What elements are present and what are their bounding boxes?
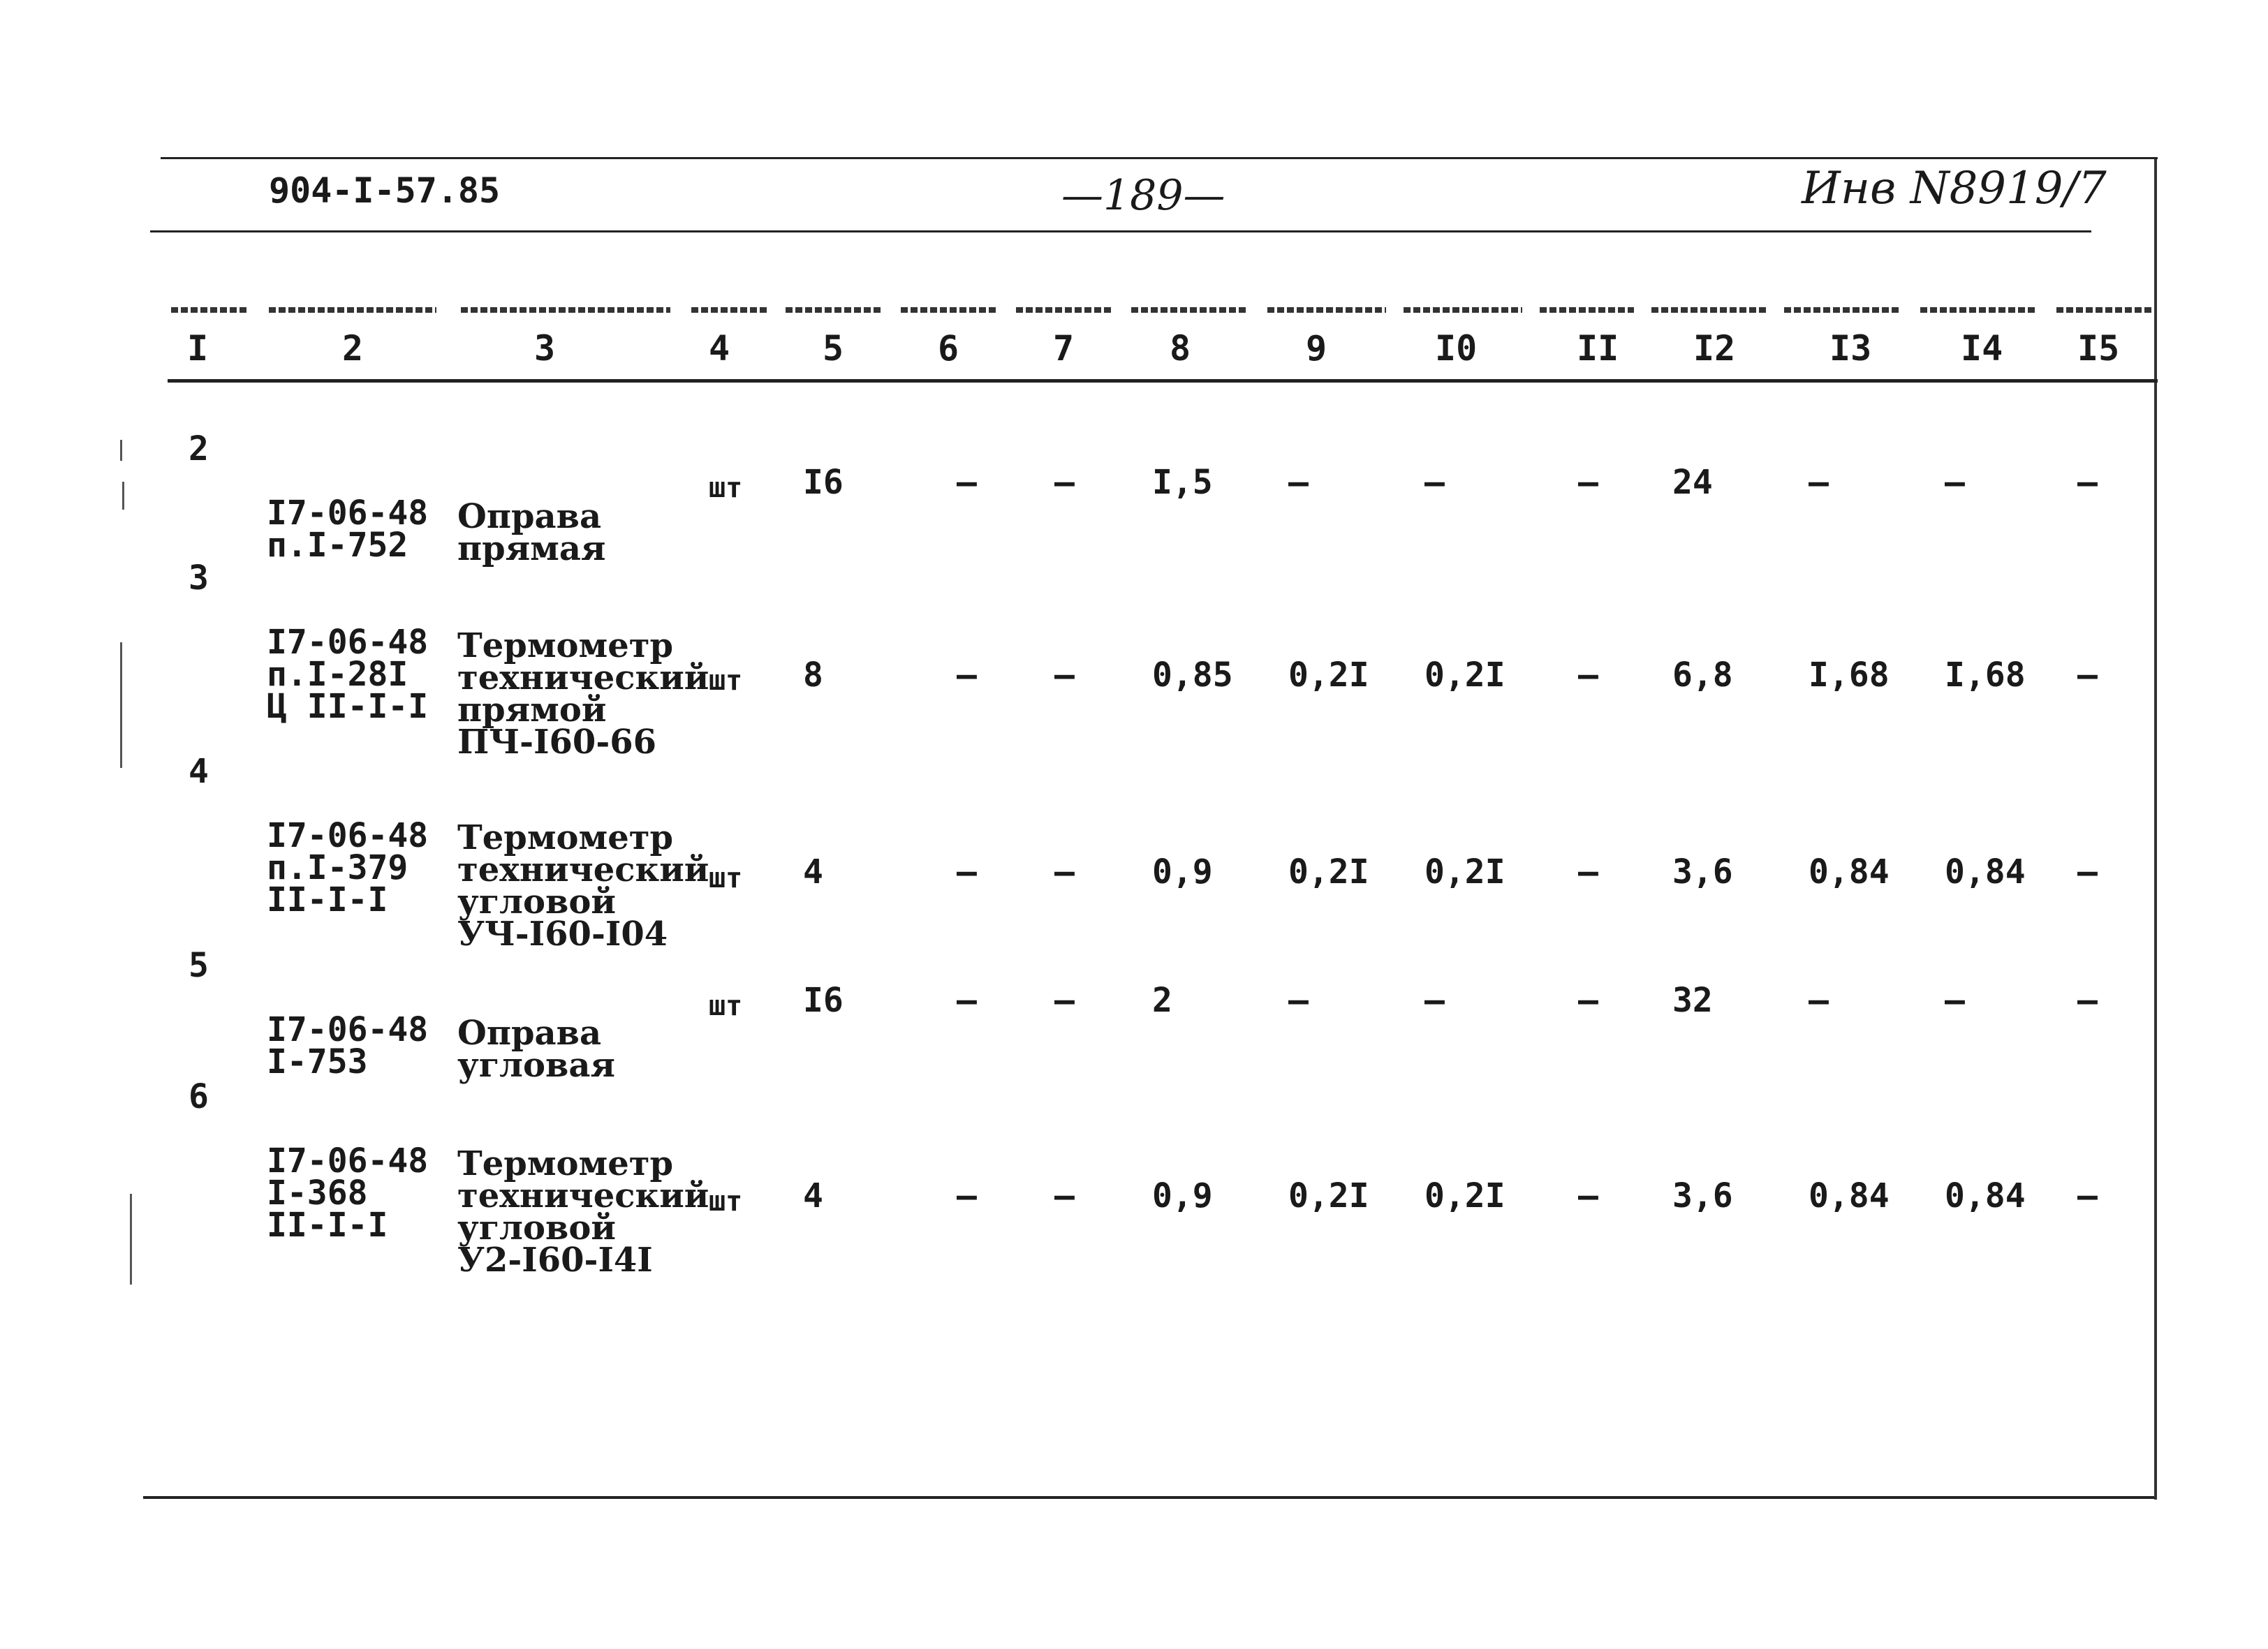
value-col8: 0,9 [1152, 852, 1213, 892]
value-col7: – [1054, 852, 1075, 892]
value-col6: – [957, 852, 977, 892]
value-col9: 0,2I [1288, 1176, 1369, 1215]
value-col5: 4 [803, 852, 823, 892]
column-head-8: 8 [1170, 328, 1191, 369]
row-number: 2 [189, 429, 209, 468]
bottom-border-line [143, 1496, 2154, 1499]
value-col6: – [957, 656, 977, 695]
value-col12: 3,6 [1672, 852, 1733, 892]
margin-mark [120, 642, 122, 768]
column-head-top-rule [171, 307, 2158, 314]
column-head-2: 2 [342, 328, 364, 369]
column-head-12: I2 [1693, 328, 1736, 369]
row-number: 6 [189, 1077, 209, 1116]
value-col5: I6 [803, 463, 844, 502]
name-cell: Оправа прямая [457, 497, 606, 568]
margin-mark [130, 1194, 132, 1285]
column-head-9: 9 [1306, 328, 1327, 369]
value-col11: – [1578, 1176, 1598, 1215]
column-head-7: 7 [1053, 328, 1075, 369]
reference-cell: I7-06-48 I-368 II-I-I [267, 1141, 429, 1245]
value-col15: – [2077, 981, 2098, 1020]
value-col11: – [1578, 852, 1598, 892]
unit-cell: шт [709, 665, 743, 697]
document-code: 904-I-57.85 [269, 170, 501, 211]
value-col7: – [1054, 1176, 1075, 1215]
value-col13: – [1809, 981, 1829, 1020]
value-col5: I6 [803, 981, 844, 1020]
name-cell: Оправа угловая [457, 1014, 615, 1085]
right-border-line [2154, 159, 2157, 1500]
column-head-1: I [187, 328, 209, 369]
value-col9: – [1288, 981, 1309, 1020]
reference-cell: I7-06-48 п.I-379 II-I-I [267, 816, 429, 919]
value-col9: 0,2I [1288, 852, 1369, 892]
row-number: 5 [189, 946, 209, 985]
column-head-14: I4 [1961, 328, 2003, 369]
value-col6: – [957, 981, 977, 1020]
value-col12: 3,6 [1672, 1176, 1733, 1215]
value-col8: 2 [1152, 981, 1172, 1020]
value-col15: – [2077, 1176, 2098, 1215]
value-col7: – [1054, 981, 1075, 1020]
column-head-6: 6 [938, 328, 959, 369]
value-col15: – [2077, 463, 2098, 502]
value-col14: 0,84 [1945, 852, 2026, 892]
column-head-10: I0 [1435, 328, 1478, 369]
value-col11: – [1578, 463, 1598, 502]
value-col7: – [1054, 463, 1075, 502]
unit-cell: шт [709, 990, 743, 1022]
column-head-5: 5 [823, 328, 844, 369]
value-col13: I,68 [1809, 656, 1890, 695]
value-col5: 8 [803, 656, 823, 695]
value-col12: 32 [1672, 981, 1713, 1020]
value-col10: – [1424, 981, 1445, 1020]
value-col14: – [1945, 981, 1965, 1020]
column-head-11: II [1577, 328, 1619, 369]
column-head-4: 4 [709, 328, 730, 369]
column-head-15: I5 [2077, 328, 2120, 369]
value-col11: – [1578, 656, 1598, 695]
page-number: —189— [1061, 171, 1225, 220]
column-head-3: 3 [534, 328, 556, 369]
margin-mark [120, 440, 122, 461]
value-col6: – [957, 463, 977, 502]
row-number: 4 [189, 752, 209, 791]
unit-cell: шт [709, 862, 743, 894]
value-col7: – [1054, 656, 1075, 695]
value-col8: 0,9 [1152, 1176, 1213, 1215]
value-col9: 0,2I [1288, 656, 1369, 695]
margin-mark [122, 482, 124, 510]
value-col12: 6,8 [1672, 656, 1733, 695]
value-col5: 4 [803, 1176, 823, 1215]
value-col14: 0,84 [1945, 1176, 2026, 1215]
value-col11: – [1578, 981, 1598, 1020]
value-col12: 24 [1672, 463, 1713, 502]
reference-cell: I7-06-48 п.I-28I Ц II-I-I [267, 623, 429, 726]
value-col10: 0,2I [1424, 852, 1505, 892]
value-col10: 0,2I [1424, 1176, 1505, 1215]
unit-cell: шт [709, 472, 743, 504]
value-col13: 0,84 [1809, 1176, 1890, 1215]
row-number: 3 [189, 559, 209, 598]
column-head-13: I3 [1829, 328, 1872, 369]
inventory-number: Инв N8919/7 [1802, 163, 2107, 214]
value-col6: – [957, 1176, 977, 1215]
column-head-bottom-rule [168, 379, 2158, 383]
value-col13: – [1809, 463, 1829, 502]
value-col13: 0,84 [1809, 852, 1890, 892]
value-col8: I,5 [1152, 463, 1213, 502]
reference-cell: I7-06-48 п.I-752 [267, 494, 429, 565]
value-col15: – [2077, 852, 2098, 892]
value-col10: 0,2I [1424, 656, 1505, 695]
value-col15: – [2077, 656, 2098, 695]
name-cell: Термометр технический угловой У2-I60-I4I [457, 1144, 709, 1280]
top-border-line [161, 157, 2158, 159]
unit-cell: шт [709, 1185, 743, 1218]
value-col14: I,68 [1945, 656, 2026, 695]
name-cell: Термометр технический прямой ПЧ-I60-66 [457, 626, 709, 762]
name-cell: Термометр технический угловой УЧ-I60-I04 [457, 818, 709, 954]
value-col9: – [1288, 463, 1309, 502]
reference-cell: I7-06-48 I-753 [267, 1010, 429, 1081]
value-col8: 0,85 [1152, 656, 1233, 695]
header-bottom-line [150, 230, 2091, 232]
value-col10: – [1424, 463, 1445, 502]
value-col14: – [1945, 463, 1965, 502]
